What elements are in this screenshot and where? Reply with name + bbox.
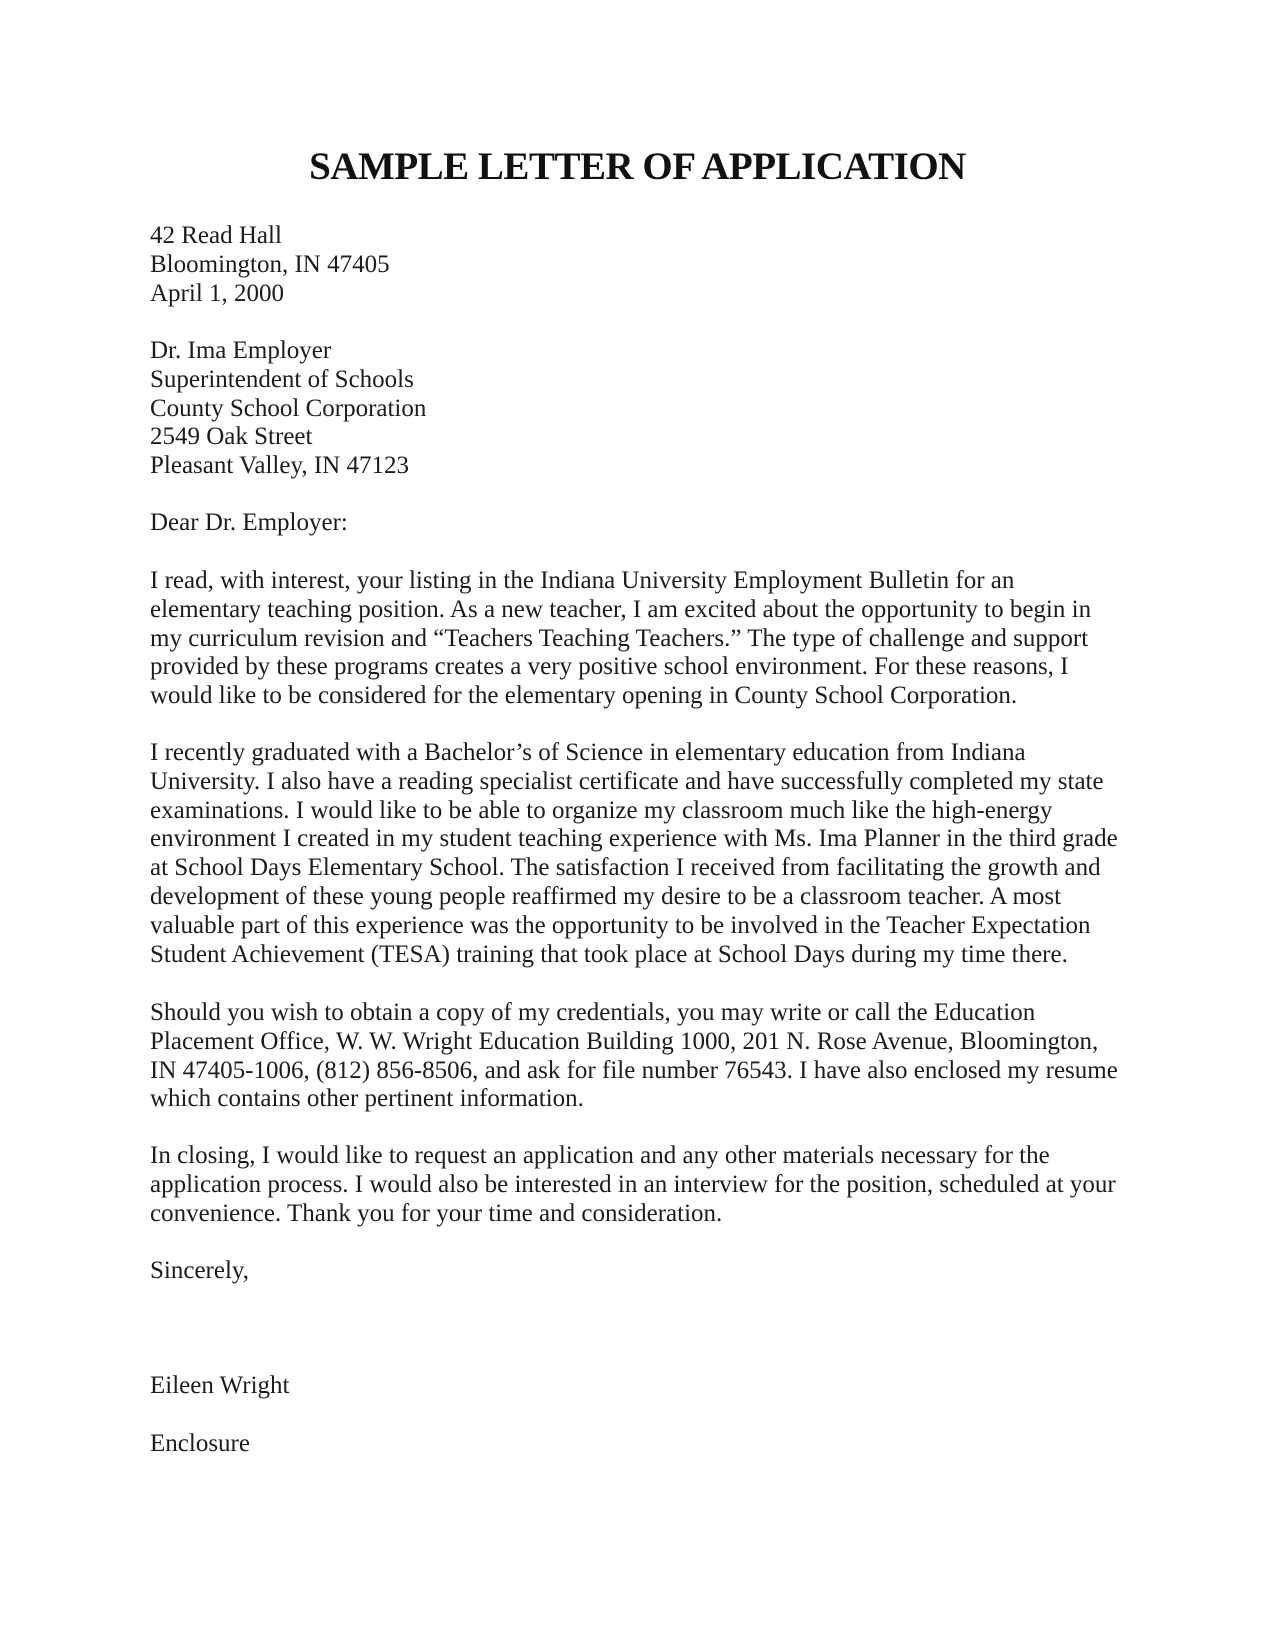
paragraph-line: examinations. I would like to be able to organize my classroom much like the high-energy (150, 796, 1053, 824)
paragraph-line: In closing, I would like to request an application and any other materials necessary for the (150, 1142, 1050, 1169)
recipient-street: 2549 Oak Street (150, 423, 313, 451)
paragraph-line: University. I also have a reading specialist certificate and have successfully completed my state (150, 767, 1104, 795)
letter-date: April 1, 2000 (150, 279, 285, 307)
paragraph-line: would like to be considered for the elementary opening in County School Corporation. (150, 682, 1018, 710)
paragraph-line: Placement Office, W. W. Wright Education Building 1000, 201 N. Rose Avenue, Bloomington, (150, 1027, 1099, 1055)
paragraph-4 (150, 1142, 1150, 1228)
paragraph-line: elementary teaching position. As a new teacher, I am excited about the opportunity to begin in (150, 595, 1092, 623)
paragraph-line: I read, with interest, your listing in the Indiana University Employment Bulletin for an (150, 567, 1015, 594)
paragraph-line: development of these young people reaffirmed my desire to be a classroom teacher. A most (150, 882, 1062, 910)
closing (150, 1257, 1150, 1286)
signature-name: Eileen Wright (150, 1372, 290, 1399)
letter-title: SAMPLE LETTER OF APPLICATION (309, 145, 966, 188)
sender-city: Bloomington, IN 47405 (150, 250, 390, 278)
salutation (150, 509, 1150, 538)
salutation-text: Dear Dr. Employer: (150, 509, 348, 536)
enclosure-text: Enclosure (150, 1430, 250, 1457)
paragraph-3 (150, 999, 1150, 1114)
paragraph-line: my curriculum revision and “Teachers Teaching Teachers.” The type of challenge and support (150, 624, 1089, 652)
paragraph-line: I recently graduated with a Bachelor’s of Science in elementary education from Indiana (150, 739, 1026, 766)
paragraph-line: application process. I would also be interested in an interview for the position, scheduled at your (150, 1170, 1116, 1198)
paragraph-line: Student Achievement (TESA) training that took place at School Days during my time there. (150, 940, 1068, 968)
recipient-city: Pleasant Valley, IN 47123 (150, 452, 409, 480)
paragraph-line: at School Days Elementary School. The satisfaction I received from facilitating the growth and (150, 854, 1101, 882)
paragraph-1 (150, 567, 1150, 711)
paragraph-line: convenience. Thank you for your time and consideration. (150, 1199, 723, 1227)
paragraph-line: IN 47405-1006, (812) 856-8506, and ask for file number 76543. I have also enclosed my resume (150, 1056, 1118, 1084)
sender-street: 42 Read Hall (150, 222, 282, 249)
paragraph-line: environment I created in my student teaching experience with Ms. Ima Planner in the third grade (150, 825, 1118, 853)
enclosure-note (150, 1430, 1150, 1459)
paragraph-line: which contains other pertinent information. (150, 1085, 584, 1113)
sender-address (150, 222, 1150, 308)
paragraph-line: provided by these programs creates a very positive school environment. For these reasons, I (150, 653, 1069, 681)
signature (150, 1372, 1150, 1401)
closing-text: Sincerely, (150, 1257, 250, 1284)
recipient-name: Dr. Ima Employer (150, 337, 332, 364)
paragraph-line: valuable part of this experience was the opportunity to be involved in the Teacher Expectation (150, 911, 1091, 939)
paragraph-line: Should you wish to obtain a copy of my credentials, you may write or call the Education (150, 999, 1036, 1026)
recipient-organization: County School Corporation (150, 394, 427, 422)
recipient-address (150, 337, 1150, 481)
paragraph-2 (150, 739, 1150, 969)
recipient-title: Superintendent of Schools (150, 365, 414, 393)
